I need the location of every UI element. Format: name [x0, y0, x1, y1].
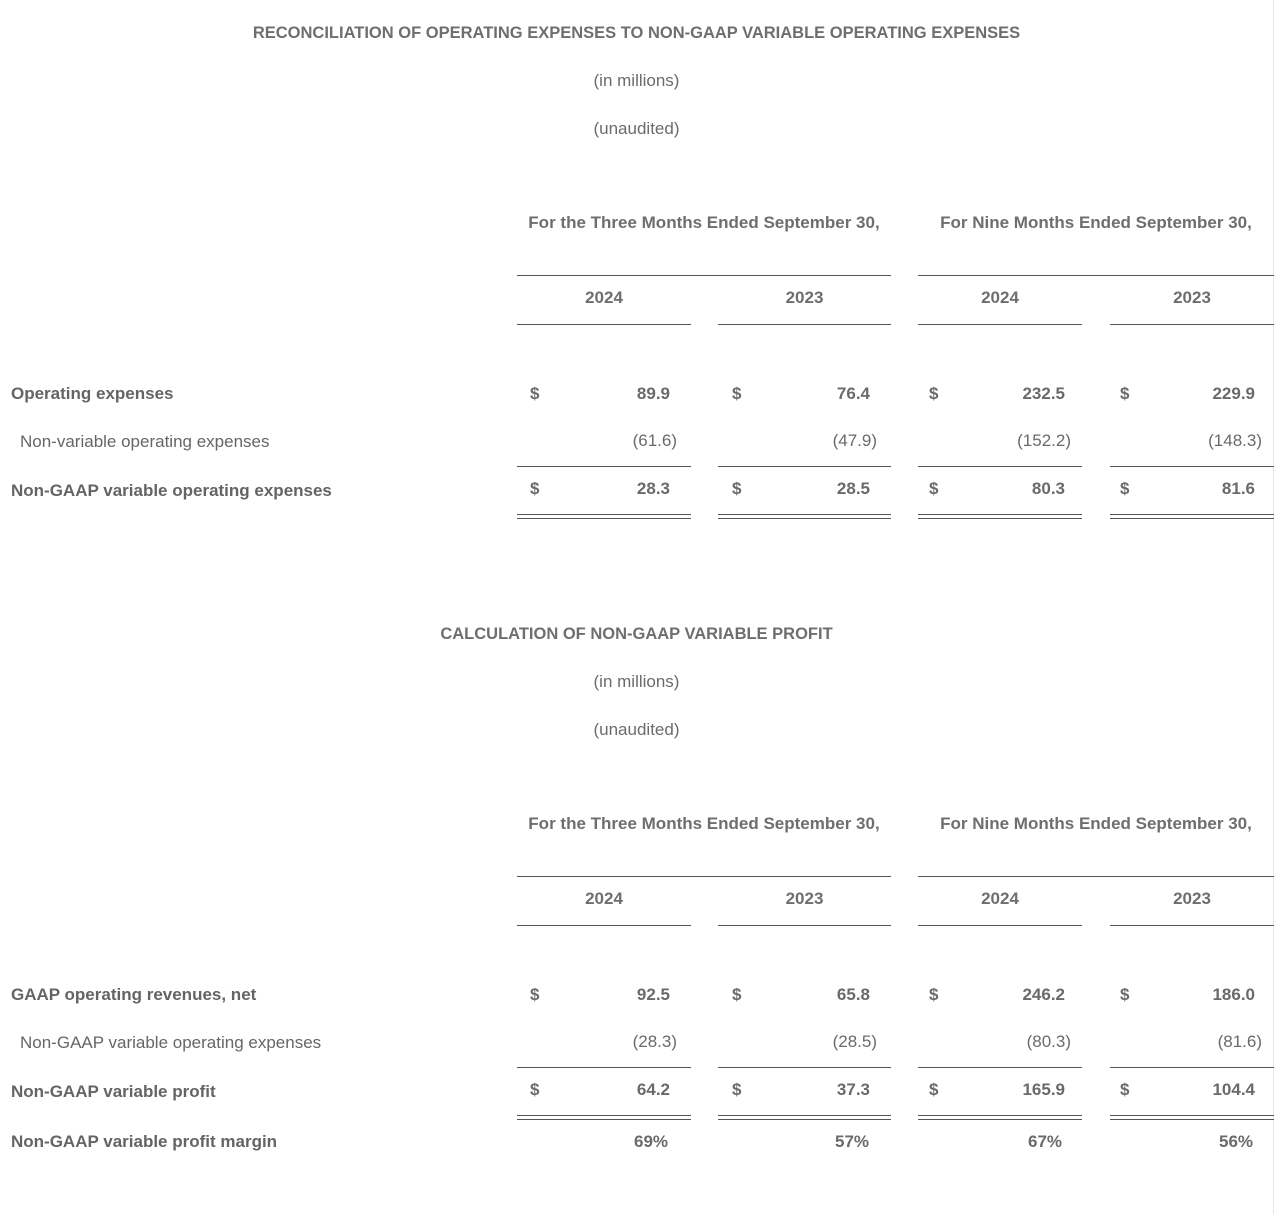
value-cell: (47.9): [832, 431, 877, 450]
value-cell: 165.9: [1022, 1080, 1065, 1099]
total-double-rule: [718, 1115, 891, 1120]
year-header: 2023: [1173, 889, 1211, 908]
total-double-rule: [718, 514, 891, 519]
value-cell: 76.4: [836, 384, 870, 403]
opex-reconciliation-table: [0, 0, 1276, 560]
total-double-rule: [517, 1115, 691, 1120]
value-cell: 57%: [834, 1132, 870, 1151]
value-cell: 92.5: [636, 985, 670, 1004]
header-nine-months: For Nine Months Ended September 30,: [940, 814, 1252, 833]
currency-symbol: $: [929, 384, 939, 403]
year-rule: [918, 925, 1082, 926]
year-header: 2024: [981, 288, 1019, 307]
value-cell: (80.3): [1026, 1032, 1071, 1051]
total-double-rule: [1110, 514, 1274, 519]
year-rule: [1110, 324, 1274, 325]
subtotal-rule: [517, 466, 691, 467]
row-label: Non-GAAP variable profit: [11, 1082, 216, 1101]
section-title: RECONCILIATION OF OPERATING EXPENSES TO NON-GAAP VARIABLE OPERATING EXPENSES: [252, 24, 1021, 42]
value-cell: (28.5): [832, 1032, 877, 1051]
currency-symbol: $: [929, 479, 939, 498]
unaudited-note: (unaudited): [593, 720, 680, 739]
currency-symbol: $: [929, 985, 939, 1004]
year-header: 2024: [585, 288, 623, 307]
value-cell: (148.3): [1208, 431, 1262, 450]
currency-symbol: $: [530, 1080, 540, 1099]
subtotal-rule: [918, 466, 1082, 467]
year-header: 2023: [785, 889, 824, 908]
value-cell: 56%: [1218, 1132, 1254, 1151]
subtotal-rule: [517, 1067, 691, 1068]
row-label: Non-GAAP variable operating expenses: [11, 481, 332, 500]
currency-symbol: $: [1120, 1080, 1130, 1099]
year-header: 2023: [1173, 288, 1211, 307]
total-double-rule: [1110, 1115, 1274, 1120]
year-header: 2024: [981, 889, 1019, 908]
value-cell: 37.3: [836, 1080, 870, 1099]
year-header: 2024: [585, 889, 623, 908]
value-cell: 67%: [1027, 1132, 1063, 1151]
group-rule: [918, 275, 1274, 276]
total-double-rule: [918, 1115, 1082, 1120]
currency-symbol: $: [929, 1080, 939, 1099]
year-rule: [718, 324, 891, 325]
currency-symbol: $: [732, 1080, 742, 1099]
value-cell: (61.6): [632, 431, 677, 450]
year-rule: [718, 925, 891, 926]
variable-profit-table: [0, 601, 1276, 1201]
section-title: CALCULATION OF NON-GAAP VARIABLE PROFIT: [440, 625, 833, 643]
group-rule: [517, 876, 891, 877]
value-cell: (28.3): [632, 1032, 677, 1051]
currency-symbol: $: [530, 384, 540, 403]
group-rule: [918, 876, 1274, 877]
value-cell: 246.2: [1022, 985, 1065, 1004]
currency-symbol: $: [732, 384, 742, 403]
year-header: 2023: [785, 288, 824, 307]
header-three-months: For the Three Months Ended September 30,: [528, 213, 880, 232]
units-note: (in millions): [593, 672, 680, 691]
currency-symbol: $: [1120, 985, 1130, 1004]
value-cell: (81.6): [1217, 1032, 1262, 1051]
currency-symbol: $: [732, 985, 742, 1004]
subtotal-rule: [718, 466, 891, 467]
value-cell: 65.8: [836, 985, 870, 1004]
currency-symbol: $: [732, 479, 742, 498]
group-rule: [517, 275, 891, 276]
units-note: (in millions): [593, 71, 680, 90]
subtotal-rule: [1110, 466, 1274, 467]
subtotal-rule: [1110, 1067, 1274, 1068]
value-cell: 28.5: [836, 479, 870, 498]
row-label: Operating expenses: [11, 384, 174, 403]
row-label: Non-GAAP variable profit margin: [11, 1132, 278, 1151]
value-cell: 81.6: [1221, 479, 1255, 498]
currency-symbol: $: [530, 985, 540, 1004]
total-double-rule: [517, 514, 691, 519]
row-label: GAAP operating revenues, net: [11, 985, 257, 1004]
value-cell: 104.4: [1212, 1080, 1255, 1099]
year-rule: [1110, 925, 1274, 926]
currency-symbol: $: [530, 479, 540, 498]
year-rule: [918, 324, 1082, 325]
year-rule: [517, 925, 691, 926]
row-label: Non-variable operating expenses: [20, 432, 270, 451]
year-rule: [517, 324, 691, 325]
subtotal-rule: [918, 1067, 1082, 1068]
subtotal-rule: [718, 1067, 891, 1068]
value-cell: 69%: [633, 1132, 669, 1151]
total-double-rule: [918, 514, 1082, 519]
value-cell: 232.5: [1022, 384, 1065, 403]
value-cell: (152.2): [1017, 431, 1071, 450]
value-cell: 64.2: [636, 1080, 670, 1099]
header-three-months: For the Three Months Ended September 30,: [528, 814, 880, 833]
header-nine-months: For Nine Months Ended September 30,: [940, 213, 1252, 232]
value-cell: 89.9: [636, 384, 670, 403]
value-cell: 186.0: [1212, 985, 1255, 1004]
currency-symbol: $: [1120, 384, 1130, 403]
currency-symbol: $: [1120, 479, 1130, 498]
value-cell: 229.9: [1212, 384, 1255, 403]
value-cell: 28.3: [636, 479, 670, 498]
row-label: Non-GAAP variable operating expenses: [20, 1033, 322, 1052]
value-cell: 80.3: [1031, 479, 1065, 498]
unaudited-note: (unaudited): [593, 119, 680, 138]
